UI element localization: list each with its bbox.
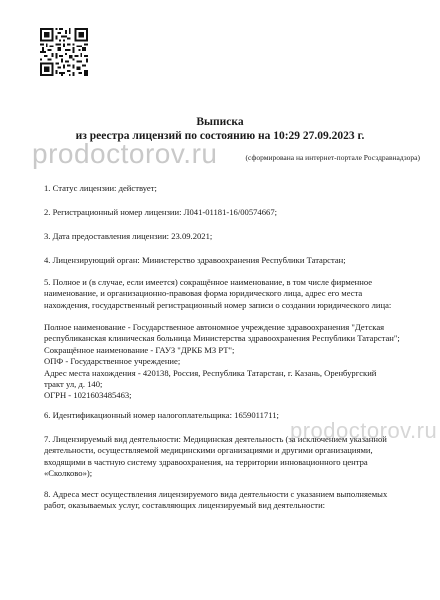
text-line: Адрес места нахождения - 420138, Россия, Республика Татарстан, г. Казань, Оренбургский bbox=[44, 367, 377, 378]
text-line: входящими в частную систему здравоохранения, на территории инновационного центра bbox=[44, 456, 368, 467]
qr-code bbox=[40, 28, 88, 76]
item-registration-number: 2. Регистрационный номер лицензии: Л041-01181-16/00574667; bbox=[44, 207, 278, 217]
text-line: 5. Полное и (в случае, если имеется) сокращённое наименование, в том числе фирменное bbox=[44, 277, 373, 287]
watermark-top: prodoctorov.ru bbox=[32, 138, 218, 169]
item-licensing-authority: 4. Лицензирующий орган: Министерство здравоохранения Республики Татарстан; bbox=[44, 255, 346, 265]
item-names-detail bbox=[44, 322, 416, 402]
text-line: 7. Лицензируемый вид деятельности: Медицинская деятельность (за исключением указанной bbox=[44, 434, 387, 444]
item-inn: 6. Идентификационный номер налогоплательщика: 1659011711; bbox=[44, 410, 279, 420]
text-line: работ, оказываемых услуг, составляющих лицензируемый вид деятельности: bbox=[44, 500, 326, 511]
item-names-intro bbox=[44, 277, 416, 311]
document-title: Выписка bbox=[196, 116, 244, 128]
document-subtitle: из реестра лицензий по состоянию на 10:29 27.09.2023 г. bbox=[75, 130, 365, 142]
source-note: (сформирована на интернет-портале Росздравнадзора) bbox=[245, 153, 420, 162]
text-line: Полное наименование - Государственное автономное учреждение здравоохранения "Детская bbox=[44, 322, 385, 332]
text-line: ОПФ - Государственное учреждение; bbox=[44, 356, 181, 367]
text-line: республиканская клиническая больница Министерства здравоохранения Республики Татарстан"; bbox=[44, 333, 400, 344]
item-status: 1. Статус лицензии: действует; bbox=[44, 183, 157, 193]
watermark-middle: prodoctorov.ru bbox=[290, 418, 438, 443]
item-activity bbox=[44, 434, 416, 480]
text-line: ОГРН - 1021603485463; bbox=[44, 390, 132, 401]
item-addresses bbox=[44, 489, 416, 512]
text-line: Сокращённое наименование - ГАУЗ "ДРКБ МЗ РТ"; bbox=[44, 344, 235, 355]
text-line: «Сколково»); bbox=[44, 468, 93, 479]
text-line: нахождения, государственный регистрационный номер записи о создании юридического лица: bbox=[44, 299, 392, 310]
item-issue-date: 3. Дата предоставления лицензии: 23.09.2021; bbox=[44, 231, 213, 241]
text-line: деятельности, осуществляемой медицинскими организациями и другими организациями, bbox=[44, 445, 373, 456]
text-line: наименование, и организационно-правовая форма юридического лица, адрес его места bbox=[44, 288, 363, 299]
text-line: тракт ул, д. 140; bbox=[44, 379, 103, 390]
text-line: 8. Адреса мест осуществления лицензируемого вида деятельности с указанием выполняемых bbox=[44, 489, 388, 499]
